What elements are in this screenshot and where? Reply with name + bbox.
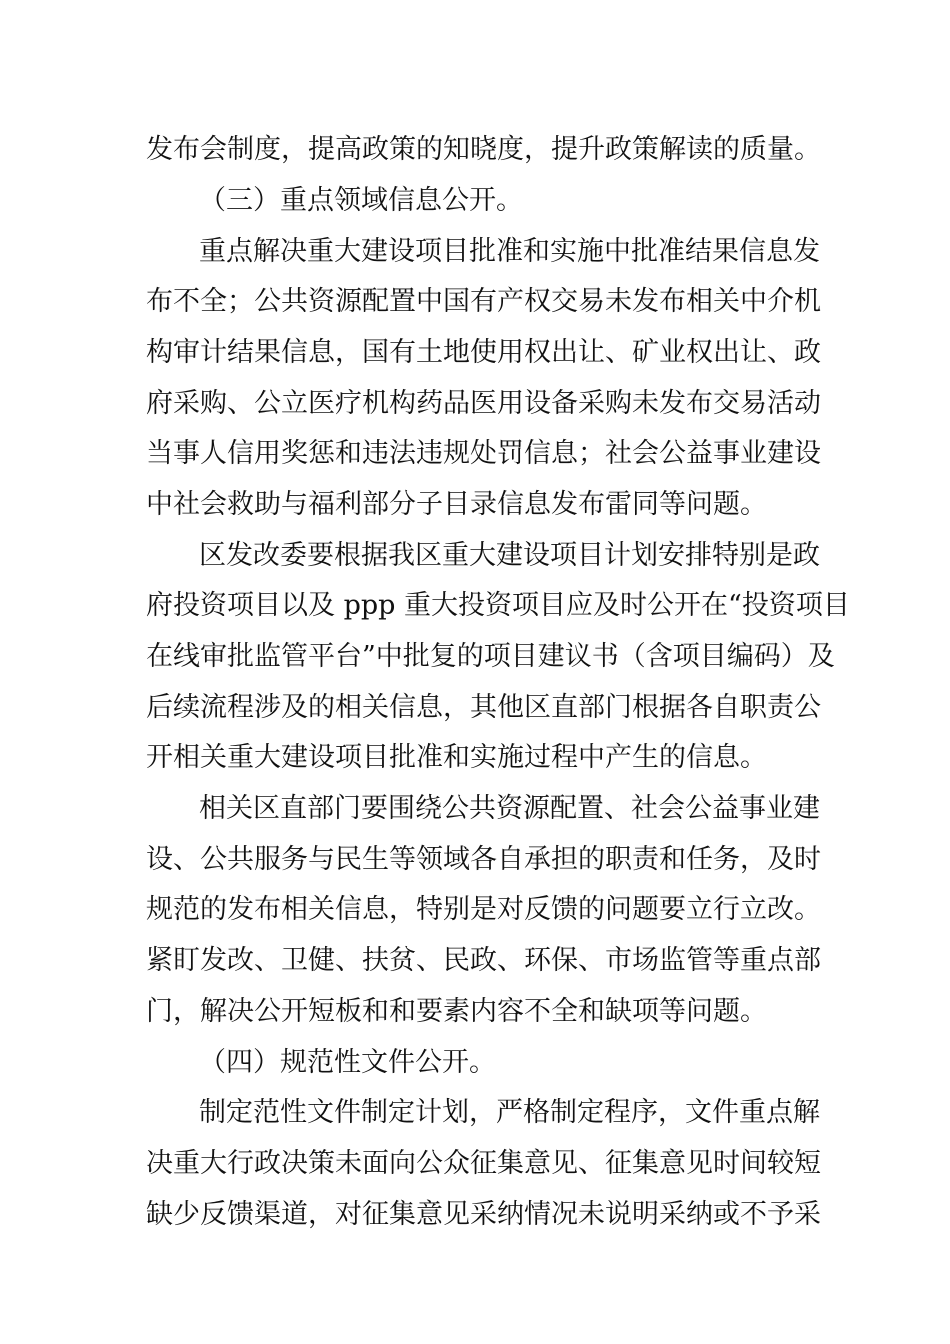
- text-line-6: 府采购、公立医疗机构药品医用设备采购未发布交易活动: [146, 388, 821, 419]
- text-line-16: 规范的发布相关信息，特别是对反馈的问题要立行立改。: [146, 894, 821, 925]
- text-line-14: 相关区直部门要围绕公共资源配置、社会公益事业建: [199, 793, 820, 824]
- text-line-13: 开相关重大建设项目批准和实施过程中产生的信息。: [146, 742, 767, 773]
- text-line-18: 门，解决公开短板和和要素内容不全和缺项等问题。: [146, 996, 767, 1027]
- text-line-11: 在线审批监管平台”中批复的项目建议书（含项目编码）及: [146, 641, 835, 672]
- text-line-20: 制定范性文件制定计划，严格制定程序，文件重点解: [199, 1097, 820, 1128]
- text-line-5: 构审计结果信息，国有土地使用权出让、矿业权出让、政: [146, 337, 821, 368]
- text-line-12: 后续流程涉及的相关信息，其他区直部门根据各自职责公: [146, 692, 821, 723]
- text-line-3: 重点解决重大建设项目批准和实施中批准结果信息发: [199, 236, 820, 267]
- text-line-15: 设、公共服务与民生等领域各自承担的职责和任务，及时: [146, 844, 821, 875]
- text-line-1: 发布会制度，提高政策的知晓度，提升政策解读的质量。: [146, 134, 821, 165]
- text-line-9: 区发改委要根据我区重大建设项目计划安排特别是政: [199, 540, 820, 571]
- text-line-8: 中社会救助与福利部分子目录信息发布雷同等问题。: [146, 489, 767, 520]
- text-line-7: 当事人信用奖惩和违法违规处罚信息；社会公益事业建设: [146, 438, 821, 469]
- section-heading-3: （三）重点领域信息公开。: [199, 185, 523, 216]
- text-line-17: 紧盯发改、卫健、扶贫、民政、环保、市场监管等重点部: [146, 945, 821, 976]
- text-line-21: 决重大行政决策未面向公众征集意见、征集意见时间较短: [146, 1148, 821, 1179]
- section-heading-4: （四）规范性文件公开。: [199, 1047, 496, 1078]
- text-line-22: 缺少反馈渠道，对征集意见采纳情况未说明采纳或不予采: [146, 1199, 821, 1230]
- text-line-4: 布不全；公共资源配置中国有产权交易未发布相关中介机: [146, 286, 821, 317]
- text-line-10: 府投资项目以及 ppp 重大投资项目应及时公开在“投资项目: [146, 590, 850, 621]
